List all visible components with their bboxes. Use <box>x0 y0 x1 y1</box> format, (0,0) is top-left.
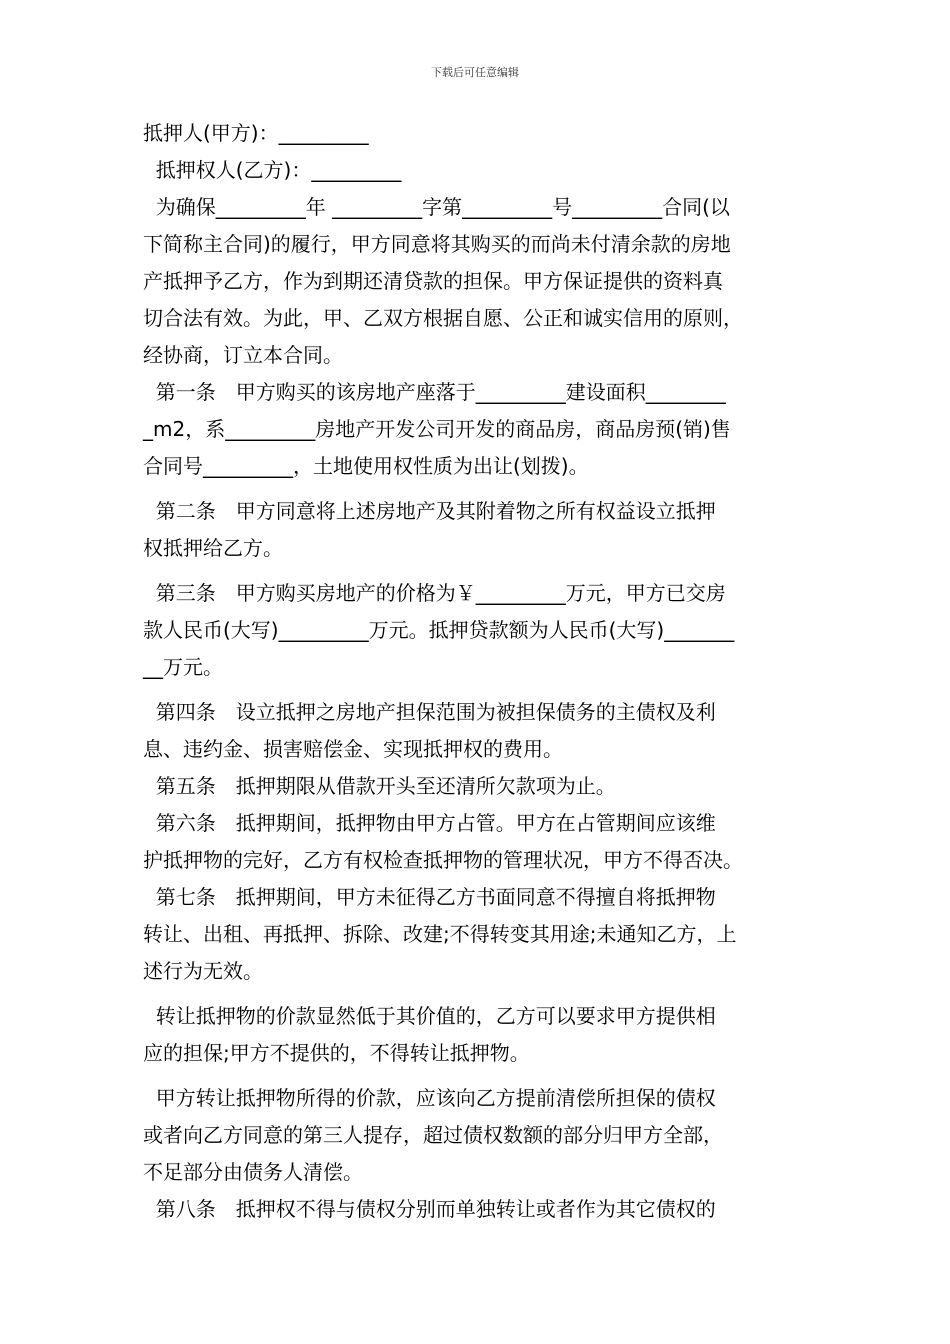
text-line: 抵押人(甲方)：_________ <box>143 121 369 145</box>
text-line: 第三条 甲方购买房地产的价格为￥_________万元，甲方已交房 <box>143 581 726 605</box>
page-header: 下载后可任意编辑 <box>431 66 519 79</box>
text-line: 护抵押物的完好，乙方有权检查抵押物的管理状况，甲方不得否决。 <box>143 848 743 872</box>
text-line: 第七条 抵押期间，甲方未征得乙方书面同意不得擅自将抵押物 <box>143 885 716 909</box>
text-line: 转让抵押物的价款显然低于其价值的，乙方可以要求甲方提供相 <box>143 1004 716 1028</box>
text-line: 甲方转让抵押物所得的价款，应该向乙方提前清偿所担保的债权 <box>143 1086 716 1110</box>
text-line: 下简称主合同)的履行，甲方同意将其购买的而尚未付清余款的房地 <box>143 232 731 256</box>
text-line: 或者向乙方同意的第三人提存，超过债权数额的部分归甲方全部， <box>143 1123 723 1147</box>
text-line: 产抵押予乙方，作为到期还清贷款的担保。甲方保证提供的资料真 <box>143 269 723 293</box>
text-line: 第五条 抵押期限从借款开头至还清所欠款项为止。 <box>143 774 616 798</box>
text-line: 应的担保;甲方不提供的，不得转让抵押物。 <box>143 1041 530 1065</box>
text-line: 权抵押给乙方。 <box>143 536 283 560</box>
text-line: 合同号_________，土地使用权性质为出让(划拨)。 <box>143 454 589 478</box>
text-line: 不足部分由债务人清偿。 <box>143 1160 363 1184</box>
text-line: 款人民币(大写)_________万元。抵押贷款额为人民币(大写)_______ <box>143 618 735 642</box>
text-line: 经协商，订立本合同。 <box>143 343 343 367</box>
text-line: 第四条 设立抵押之房地产担保范围为被担保债务的主债权及利 <box>143 700 716 724</box>
document-body <box>143 115 808 1228</box>
text-line: 抵押权人(乙方)：_________ <box>143 158 402 182</box>
text-line: 息、违约金、损害赔偿金、实现抵押权的费用。 <box>143 737 563 761</box>
text-line: 第一条 甲方购买的该房地产座落于_________建设面积________ <box>143 380 726 404</box>
text-line: 述行为无效。 <box>143 959 263 983</box>
text-line: 为确保_________年 _________字第_________号_________合同(以 <box>143 195 730 219</box>
text-line: __万元。 <box>143 655 223 679</box>
text-line: 转让、出租、再抵押、拆除、改建;不得转变其用途;未通知乙方，上 <box>143 922 737 946</box>
text-line: 第六条 抵押期间，抵押物由甲方占管。甲方在占管期间应该维 <box>143 811 716 835</box>
text-line: _m2，系_________房地产开发公司开发的商品房，商品房预(销)售 <box>143 417 731 441</box>
text-line: 第八条 抵押权不得与债权分别而单独转让或者作为其它债权的 <box>143 1197 716 1221</box>
text-line: 切合法有效。为此，甲、乙双方根据自愿、公正和诚实信用的原则， <box>143 306 743 330</box>
text-line: 第二条 甲方同意将上述房地产及其附着物之所有权益设立抵押 <box>143 499 716 523</box>
